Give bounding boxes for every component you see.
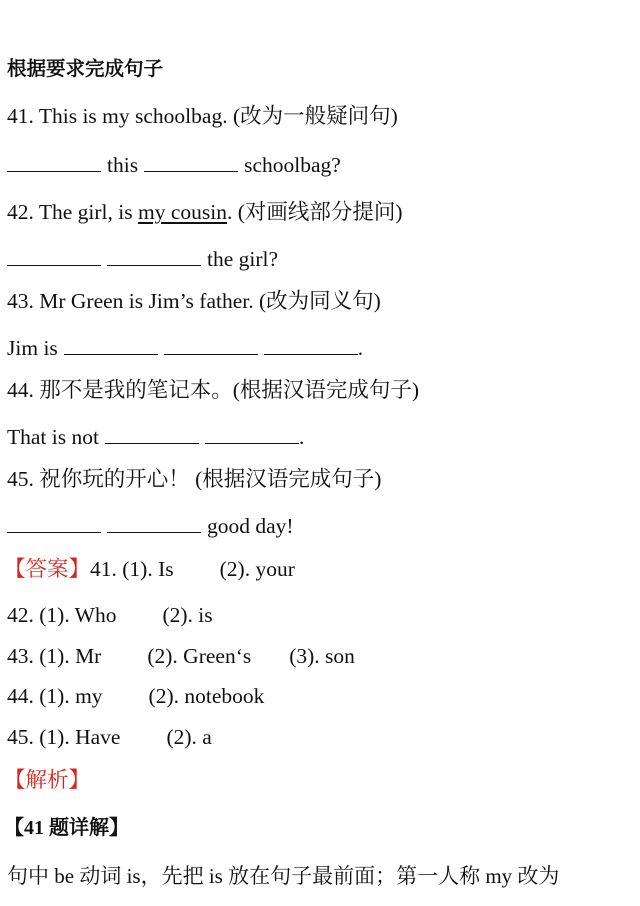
answer-blank (107, 245, 201, 266)
answer-blank (144, 151, 238, 172)
answer-blank (205, 423, 299, 444)
question-45-fill (7, 512, 294, 540)
question-44-fill (7, 423, 304, 451)
answer-part: (2). notebook (148, 684, 265, 708)
answer-41 (4, 555, 295, 583)
detail-text: 句中 be 动词 is，先把 is 放在句子最前面；第一人称 my 改为 (7, 864, 560, 888)
answer-blank (7, 245, 101, 266)
fill-word: this (107, 153, 139, 177)
fill-word: schoolbag? (244, 153, 341, 177)
fill-word: good day! (207, 514, 294, 538)
answer-part: 41. (1). Is (90, 557, 174, 581)
answer-part: 43. (1). Mr (7, 644, 102, 668)
underlined-phrase: my cousin (137, 200, 227, 224)
answer-part: (2). Green‘s (147, 644, 252, 668)
question-43: 43. Mr Green is Jim’s father. (改为同义句) (7, 289, 381, 313)
answer-part: 42. (1). Who (7, 603, 117, 627)
fill-word: . (357, 336, 364, 360)
question-42-suffix: . (对画线部分提问) (226, 200, 403, 224)
fill-word: the girl? (207, 247, 279, 271)
question-41: 41. This is my schoolbag. (改为一般疑问句) (7, 104, 398, 128)
question-45: 45. 祝你玩的开心！ (根据汉语完成句子) (7, 467, 382, 491)
answer-blank (7, 151, 101, 172)
answer-43 (7, 642, 355, 670)
answer-blank (107, 512, 201, 533)
answer-part: (2). a (166, 725, 212, 749)
answer-blank (7, 512, 101, 533)
answer-label: 【答案】 (4, 557, 91, 581)
answer-blank (105, 423, 199, 444)
answer-44 (7, 682, 264, 710)
answer-42 (7, 601, 213, 629)
answer-part: 45. (1). Have (7, 725, 121, 749)
fill-word: Jim is (7, 336, 58, 360)
answer-blank (64, 334, 158, 355)
detail-title: 【41 题详解】 (4, 817, 129, 839)
section-heading: 根据要求完成句子 (7, 57, 164, 80)
question-42-fill (7, 245, 278, 273)
answer-45 (7, 723, 212, 751)
answer-part: (2). is (162, 603, 213, 627)
fill-word: That is not (7, 425, 99, 449)
question-42 (7, 198, 403, 226)
question-41-fill (7, 151, 341, 179)
answer-blank (164, 334, 258, 355)
question-42-prefix: 42. The girl, is (7, 200, 138, 224)
answer-part: (2). your (219, 557, 295, 581)
analysis-label: 【解析】 (4, 768, 91, 792)
answer-part: (3). son (289, 644, 355, 668)
answer-part: 44. (1). my (7, 684, 103, 708)
question-43-fill (7, 334, 363, 362)
question-44: 44. 那不是我的笔记本。(根据汉语完成句子) (7, 378, 420, 402)
fill-word: . (298, 425, 305, 449)
answer-blank (264, 334, 358, 355)
